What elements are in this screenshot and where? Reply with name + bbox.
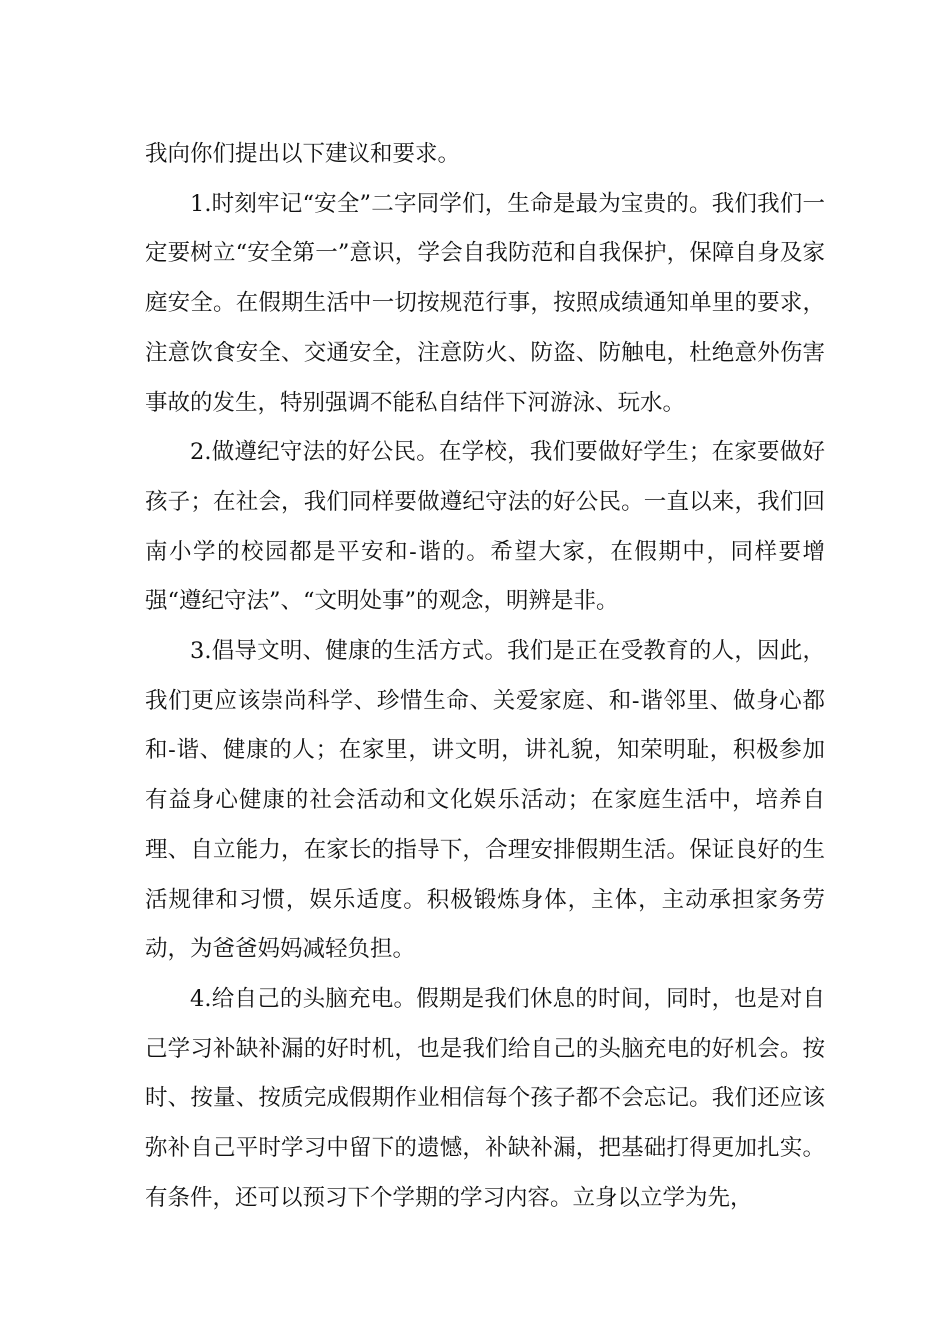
law-abiding-paragraph: 2.做遵纪守法的好公民。在学校，我们要做好学生；在家要做好孩子；在社会，我们同样要做遵纪守法的好公民。一直以来，我们回南小学的校园都是平安和-谐的。希望大家，在假期中，同样要增强“遵纪守法”、“文明处事”的观念，明辨是非。 <box>145 439 825 615</box>
intro-paragraph: 我向你们提出以下建议和要求。 <box>145 141 461 167</box>
study-recharge-paragraph: 4.给自己的头脑充电。假期是我们休息的时间，同时，也是对自己学习补缺补漏的好时机，也是我们给自己的头脑充电的好机会。按时、按量、按质完成假期作业相信每个孩子都不会忘记。我们还应该弥补自己平时学习中留下的遗憾，补缺补漏，把基础打得更加扎实。有条件，还可以预习下个学期的学习内容。立身以立学为先， <box>145 985 825 1211</box>
healthy-lifestyle-paragraph: 3.倡导文明、健康的生活方式。我们是正在受教育的人，因此，我们更应该崇尚科学、珍惜生命、关爱家庭、和-谐邻里、做身心都和-谐、健康的人；在家里，讲文明，讲礼貌，知荣明耻，积极参加有益身心健康的社会活动和文化娱乐活动；在家庭生活中，培养自理、自立能力，在家长的指导下，合理安排假期生活。保证良好的生活规律和习惯，娱乐适度。积极锻炼身体，主体，主动承担家务劳动，为爸爸妈妈减轻负担。 <box>145 638 825 963</box>
document-body <box>145 130 825 1223</box>
safety-paragraph: 1.时刻牢记“安全”二字同学们，生命是最为宝贵的。我们我们一定要树立“安全第一”意识，学会自我防范和自我保护，保障自身及家庭安全。在假期生活中一切按规范行事，按照成绩通知单里的要求，注意饮食安全、交通安全，注意防火、防盗、防触电，杜绝意外伤害事故的发生，特别强调不能私自结伴下河游泳、玩水。 <box>145 190 825 416</box>
